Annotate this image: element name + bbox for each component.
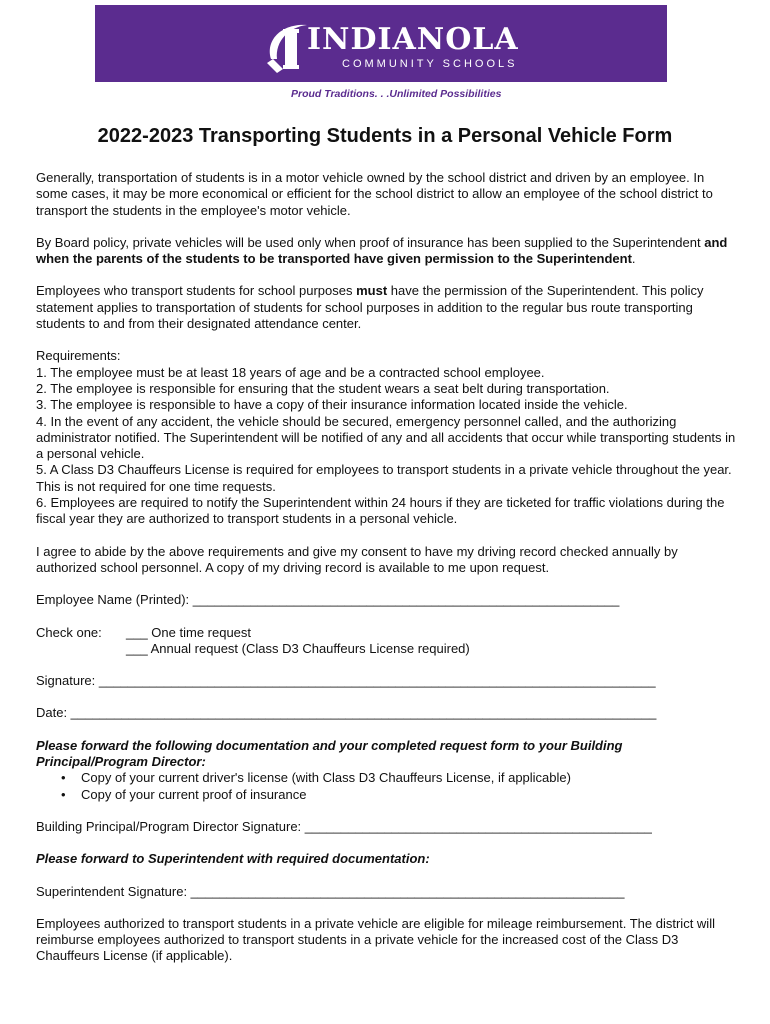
annual-request-option[interactable]: ___ Annual request (Class D3 Chauffeurs License required) xyxy=(126,640,470,656)
employee-name-field[interactable]: Employee Name (Printed): ___________________________________________________________ xyxy=(36,592,620,608)
requirements-heading: Requirements: xyxy=(36,348,121,364)
requirement-item: 4. In the event of any accident, the vehicle should be secured, emergency personnel called, and the authorizing administrator notified. The Superintendent will be notified of any and all accidents that occur while transporting students in a personal vehicle. xyxy=(36,413,736,462)
signature-field[interactable]: Signature: _____________________________________________________________________________ xyxy=(36,673,656,689)
requirement-item: 6. Employees are required to notify the Superintendent within 24 hours if they are ticketed for traffic violations during the fiscal year they are authorized to transport students in a personal vehicle. xyxy=(36,495,725,527)
requirement-item: 2. The employee is responsible for ensuring that the student wears a seat belt during transportation. xyxy=(36,380,610,396)
list-item: • Copy of your current proof of insurance xyxy=(81,787,736,803)
policy-text-end: . xyxy=(631,251,636,267)
reimbursement-paragraph: Employees authorized to transport students in a private vehicle are eligible for mileage reimbursement. The district will reimburse employees authorized to transport students in a private vehicle for the increased cost of the Class D3 Chauffeurs License (if applicable). xyxy=(36,915,715,964)
requirements-section xyxy=(36,348,736,527)
form-body xyxy=(36,170,736,981)
intro-paragraph: Generally, transportation of students is in a motor vehicle owned by the school district and driven by an employee. In some cases, it may be more economical or efficient for the school district to allow an employee of the school district to transport the students in the employee's motor vehicle. xyxy=(36,170,713,218)
request-type-group xyxy=(36,625,736,658)
consent-paragraph: I agree to abide by the above requirements and give my consent to have my driving record checked annually by authorized school personnel. A copy of my driving record is available to me upon request. xyxy=(36,543,678,575)
date-field[interactable]: Date: _________________________________________________________________________________ xyxy=(36,705,657,721)
requirement-item: 5. A Class D3 Chauffeurs License is required for employees to transport students in a private vehicle throughout the year. This is not required for one time requests. xyxy=(36,462,732,494)
policy-paragraph xyxy=(36,235,736,268)
permission-text-end: have the permission of the Superintendent. This policy statement applies to transportation of students for school purposes in addition to the regular bus route transporting students to and from their designated attendance center. xyxy=(36,283,704,332)
list-item: • Copy of your current driver's license (with Class D3 Chauffeurs License, if applicable) xyxy=(81,770,736,786)
policy-bold-text: and when the parents of the students to be transported have given permission to the Superintendent xyxy=(36,234,728,267)
permission-paragraph xyxy=(36,283,736,332)
one-time-request-option[interactable]: ___ One time request xyxy=(126,624,252,640)
check-one-label: Check one: xyxy=(36,624,102,640)
documentation-list xyxy=(36,770,736,803)
policy-text: By Board policy, private vehicles will be used only when proof of insurance has been supplied to the Superintendent xyxy=(36,234,705,250)
logo-subtitle: COMMUNITY SCHOOLS xyxy=(342,58,518,70)
indianola-logo-icon xyxy=(263,19,313,75)
forward-superintendent-heading: Please forward to Superintendent with required documentation: xyxy=(36,851,430,867)
forward-documentation-heading: Please forward the following documentation and your completed request form to your Building Principal/Program Director: xyxy=(36,737,623,770)
principal-signature-field[interactable]: Building Principal/Program Director Signature: ________________________________________________ xyxy=(36,818,652,834)
permission-bold-text: must xyxy=(356,283,388,299)
tagline: Proud Traditions. . .Unlimited Possibilities xyxy=(291,88,502,100)
requirement-item: 1. The employee must be at least 18 years of age and be a contracted school employee. xyxy=(36,364,545,380)
superintendent-signature-field[interactable]: Superintendent Signature: ____________________________________________________________ xyxy=(36,883,625,899)
permission-text: Employees who transport students for school purposes xyxy=(36,283,357,299)
header-banner xyxy=(95,5,667,82)
logo-wordmark: INDIANOLA xyxy=(307,22,519,57)
page-title: 2022-2023 Transporting Students in a Personal Vehicle Form xyxy=(97,125,673,147)
requirement-item: 3. The employee is responsible to have a copy of their insurance information located inside the vehicle. xyxy=(36,397,628,413)
